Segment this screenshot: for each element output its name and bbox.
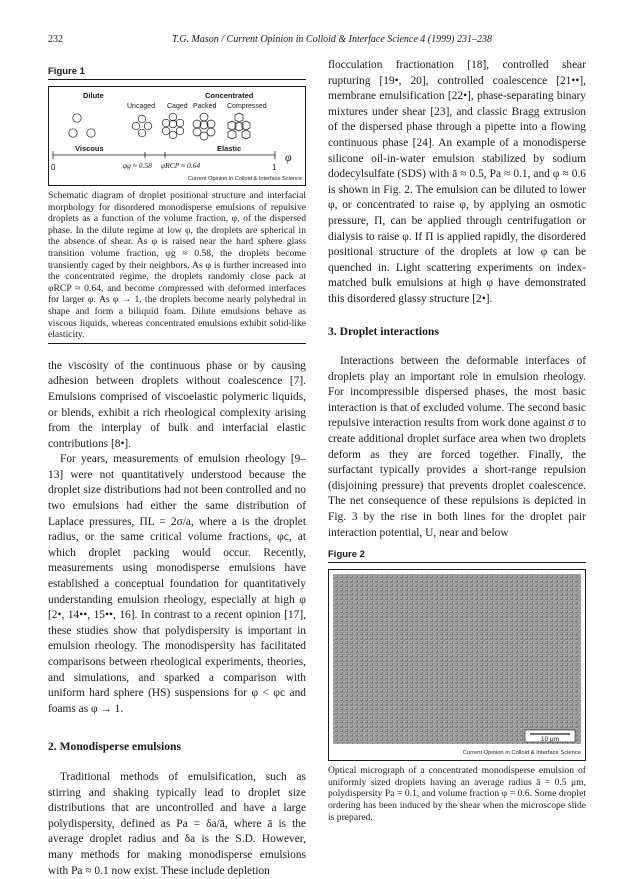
figure-1-caption: Schematic diagram of droplet positional structure and interfacial morphology for disordered monodisperse emulsions of repulsive droplets as a function of the volume fraction, φ, of the dispersed phase. In the dilute regime at low φ, the droplets are spherical in the absence of shear. As φ is raised near the hard sphere glass transition volume fraction, φg ≈ 0.58, the droplets become transiently caged by their neighbors. As φ is further increased into the concentrated regime, the droplets randomly close pack at φRCP ≈ 0.64, and become compressed with deformed interfaces for larger φ. As φ → 1, the droplets become nearly polyhedral in shape and form a biliquid foam. Dilute emulsions behave as viscous liquids, whereas concentrated emulsions exhibit solid-like elasticity.: [48, 190, 306, 341]
left-paragraph-2: For years, measurements of emulsion rheology [9–13] were not quantitatively understood because the droplet size distributions had not been controlled and no two emulsions had either the same distribution of Laplace pressures, ΠL = 2σ/a, where a is the droplet radius, or the same critical volume fractions, φc, at which droplet packing would occur. Recently, measurements using monodisperse emulsions have established a conceptual foundation for quantitatively understanding emulsion rheology, especially at high φ [2•, 14••, 15••, 16]. In contrast to a recent opinion [17], these studies show that polydispersity is important in emulsion rheology. The monodispersity has facilitated comparisons between rheological experiments, theories, and simulations, and sparked a comparison with uniform hard sphere (HS) suspensions for φ < φc and foams as φ → 1.: [48, 453, 306, 715]
droplet-drawings: [69, 113, 250, 140]
axis-phi-label: φ: [285, 150, 292, 164]
section-2-heading: 2. Monodisperse emulsions: [48, 740, 182, 754]
micrograph-svg: [329, 570, 585, 760]
label-concentrated: Concentrated: [205, 91, 254, 100]
phi-g-label: φg ≈ 0.58: [123, 161, 152, 170]
label-uncaged: Uncaged: [127, 103, 156, 110]
label-compressed: Compressed: [227, 103, 267, 110]
label-viscous: Viscous: [75, 144, 104, 153]
figure-1-label: Figure 1: [48, 66, 306, 80]
scalebar-label: 10 μm: [540, 736, 560, 744]
figure-2-credit: Current Opinion in Colloid & Interface Science: [462, 750, 581, 757]
label-packed: Packed: [193, 103, 217, 110]
right-paragraph-2: Interactions between the deformable interfaces of droplets play an important role in emulsion rheology. For incompressible dispersed phases, the most basic interaction is that of excluded volume. The second basic repulsive interaction results from work done against σ to create additional droplet surface area when two droplets deform as they are forced together. Finally, the surfactant typically provides a short-range repulsion (disjoining pressure) that prevents droplet coalescence. The net consequence of these repulsions is depicted in Fig. 3 by the rise in both lines for the droplet pair interaction potential, U, near and below: [328, 355, 586, 539]
figure-2-caption: Optical micrograph of a concentrated monodisperse emulsion of uniformly sized droplets having an average radius ā = 0.5 μm, polydispersity Pa = 0.1, and volume fraction φ = 0.6. Some droplet ordering has been induced by the shear when the microscope slide is prepared.: [328, 765, 586, 823]
right-paragraph-1: flocculation fractionation [18], controlled shear rupturing [19•, 20], controlled coalescence [21••], membrane emulsification [22•], phase-separating binary mixtures under shear [23], and classic Bragg extrusion of the dispersed phase through a pipette into a flowing continuous phase [24]. An example of a monodisperse silicone oil-in-water emulsion stabilized by sodium dodecylsulfate (SDS) with ā ≈ 0.5, Pa ≈ 0.1, and φ ≈ 0.6 is shown in Fig. 2. The emulsion can be diluted to lower φ, or concentrated to raise φ, by applying an osmotic pressure, Π, can be applied through centrifugation or dialysis to raise φ. If Π is applied rapidly, the disordered positional structure of the droplets at low φ can be quenched in. Light scattering experiments on index-matched bulk emulsions at high φ have demonstrated this disordered glassy structure [2•].: [328, 59, 586, 305]
page-header: [48, 34, 598, 48]
section-3-heading: 3. Droplet interactions: [328, 324, 439, 338]
left-paragraph-1: the viscosity of the continuous phase or by causing adhesion between droplets without coalescence [7]. Emulsions comprised of viscoelastic polymeric liquids, or blends, exhibit a rich rheological complexity arising from the interplay of bulk and interfacial elastic contributions [8•].: [48, 359, 306, 450]
axis-one-label: 1: [272, 163, 277, 172]
figure-2-micrograph: [328, 569, 586, 761]
page-number: 232: [48, 34, 63, 45]
figure-1-credit: Current Opinion in Colloid & Interface Science: [187, 176, 302, 182]
label-dilute: Dilute: [83, 91, 104, 100]
figure-1-diagram: [48, 86, 306, 186]
phi-rcp-label: φRCP ≈ 0.64: [161, 161, 201, 170]
figure-1-svg: [49, 87, 305, 185]
right-column: [328, 58, 586, 823]
left-paragraph-3: Traditional methods of emulsification, such as stirring and shaking typically lead to droplet size distributions that are uncontrolled and have a large polydispersity, defined as Pa = δa/ā, where ā is the average droplet radius and δa is the S.D. However, many methods for making monodisperse emulsions with Pa ≈ 0.1 now exist. These include depletion: [48, 770, 306, 877]
axis-zero-label: 0: [51, 163, 56, 172]
figure-2-label: Figure 2: [328, 549, 586, 563]
left-column: [48, 66, 306, 879]
running-title: T.G. Mason / Current Opinion in Colloid & Interface Science 4 (1999) 231–238: [172, 34, 492, 45]
label-caged: Caged: [167, 103, 188, 110]
label-elastic: Elastic: [217, 144, 242, 153]
